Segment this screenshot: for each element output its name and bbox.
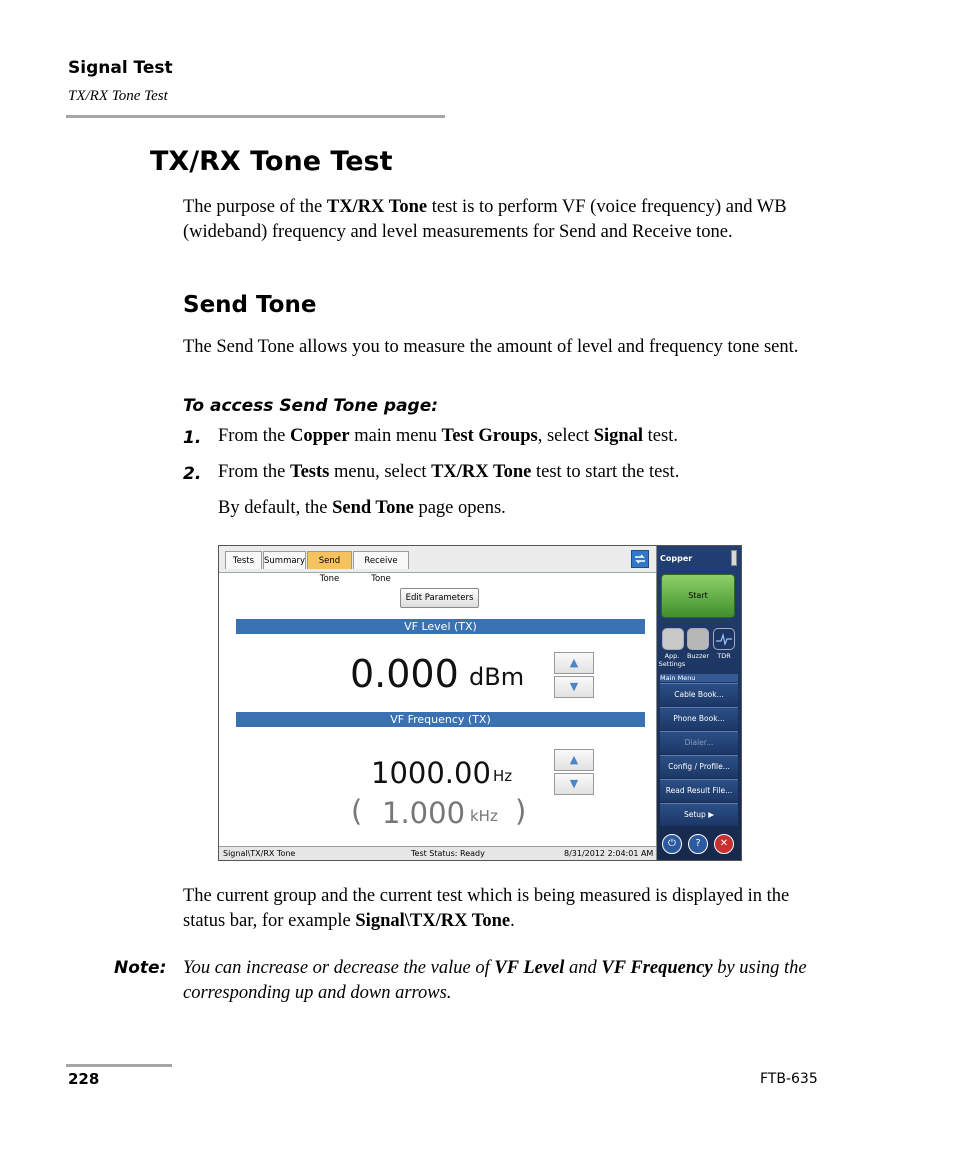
note-label: Note:	[114, 958, 167, 978]
procedure-title: To access Send Tone page:	[183, 396, 439, 416]
tab-receive-tone[interactable]: Receive Tone	[353, 551, 409, 569]
send-tone-screenshot	[218, 545, 742, 861]
status-bar-explanation: The current group and the current test which is being measured is displayed in the status bar, for example Signal\TX/RX Tone.	[183, 886, 790, 931]
header-rule	[66, 115, 445, 118]
step-1-number: 1.	[183, 428, 202, 448]
side-panel	[657, 546, 741, 860]
send-tone-description: The Send Tone allows you to measure the amount of level and frequency tone sent.	[183, 337, 799, 357]
battery-icon	[731, 550, 737, 566]
buzzer-label: Buzzer	[686, 652, 710, 660]
level-up-button[interactable]	[554, 652, 594, 674]
tdr-label: TDR	[717, 652, 731, 660]
arrow-down-icon: ▼	[569, 680, 579, 693]
vf-frequency-khz-value: 1.000	[382, 796, 466, 830]
menu-item-cable-book[interactable]: Cable Book...	[660, 683, 738, 706]
test-panel	[219, 546, 657, 860]
menu-item-setup-label: Setup	[683, 810, 706, 819]
running-header-subsection: TX/RX Tone Test	[68, 88, 168, 104]
app-settings-icon[interactable]	[662, 628, 684, 650]
connection-icon[interactable]	[631, 550, 649, 568]
vf-frequency-khz-unit: kHz	[470, 807, 498, 825]
khz-open-paren: (	[351, 794, 363, 828]
start-button[interactable]: Start	[661, 574, 735, 618]
step-1: From the Copper main menu Test Groups, select Signal test.	[218, 426, 678, 446]
power-icon[interactable]: ⏻	[662, 834, 682, 854]
page-number: 228	[68, 1070, 100, 1088]
khz-close-paren: )	[515, 794, 527, 828]
page-title: TX/RX Tone Test	[150, 146, 393, 177]
close-icon[interactable]: ✕	[714, 834, 734, 854]
frequency-down-button[interactable]	[554, 773, 594, 795]
vf-frequency-band: VF Frequency (TX)	[236, 712, 645, 727]
send-tone-heading: Send Tone	[183, 292, 317, 318]
menu-item-setup[interactable]	[660, 803, 738, 826]
buzzer-icon[interactable]	[687, 628, 709, 650]
menu-item-phone-book[interactable]: Phone Book...	[660, 707, 738, 730]
chevron-right-icon: ▶	[708, 810, 714, 819]
arrow-up-icon: ▲	[569, 753, 579, 766]
vf-frequency-unit: Hz	[493, 767, 513, 785]
intro-paragraph: The purpose of the TX/RX Tone test is to perform VF (voice frequency) and WB (wideband) frequency and level measurements for Send and Receive tone.	[183, 197, 787, 242]
tab-summary[interactable]: Summary	[263, 551, 306, 569]
vf-level-band: VF Level (TX)	[236, 619, 645, 634]
footer-rule	[66, 1064, 172, 1067]
vf-level-value: 0.000	[350, 652, 459, 696]
arrow-down-icon: ▼	[569, 777, 579, 790]
help-icon[interactable]: ?	[688, 834, 708, 854]
step-2: From the Tests menu, select TX/RX Tone test to start the test.	[218, 462, 680, 482]
vf-frequency-value: 1000.00	[371, 756, 491, 790]
menu-item-read-result-file[interactable]: Read Result File...	[660, 779, 738, 802]
status-bar	[219, 846, 656, 861]
tab-send-tone[interactable]: Send Tone	[307, 551, 352, 569]
step-2-result: By default, the Send Tone page opens.	[218, 498, 506, 518]
running-header-section: Signal Test	[68, 58, 173, 78]
step-2-number: 2.	[183, 464, 202, 484]
arrow-up-icon: ▲	[569, 656, 579, 669]
status-datetime: 8/31/2012 2:04:01 AM	[564, 849, 654, 858]
main-menu-heading: Main Menu	[660, 674, 738, 682]
tdr-icon[interactable]	[713, 628, 735, 650]
tab-bar	[219, 546, 656, 584]
status-test-path: Signal\TX/RX Tone	[223, 849, 296, 858]
tab-tests[interactable]: Tests	[225, 551, 262, 569]
menu-item-config-profile[interactable]: Config / Profile...	[660, 755, 738, 778]
frequency-up-button[interactable]	[554, 749, 594, 771]
level-down-button[interactable]	[554, 676, 594, 698]
status-test-state: Test Status: Ready	[411, 849, 485, 858]
edit-parameters-button[interactable]: Edit Parameters	[400, 588, 479, 608]
side-panel-title: Copper	[660, 554, 693, 563]
product-name: FTB-635	[760, 1071, 818, 1087]
note-text: You can increase or decrease the value of VF Level and VF Frequency by using the corresponding up and down arrows.	[183, 958, 807, 1003]
vf-level-unit: dBm	[469, 663, 525, 691]
menu-item-dialer[interactable]: Dialer...	[660, 731, 738, 754]
app-settings-label: App. Settings	[658, 652, 686, 668]
